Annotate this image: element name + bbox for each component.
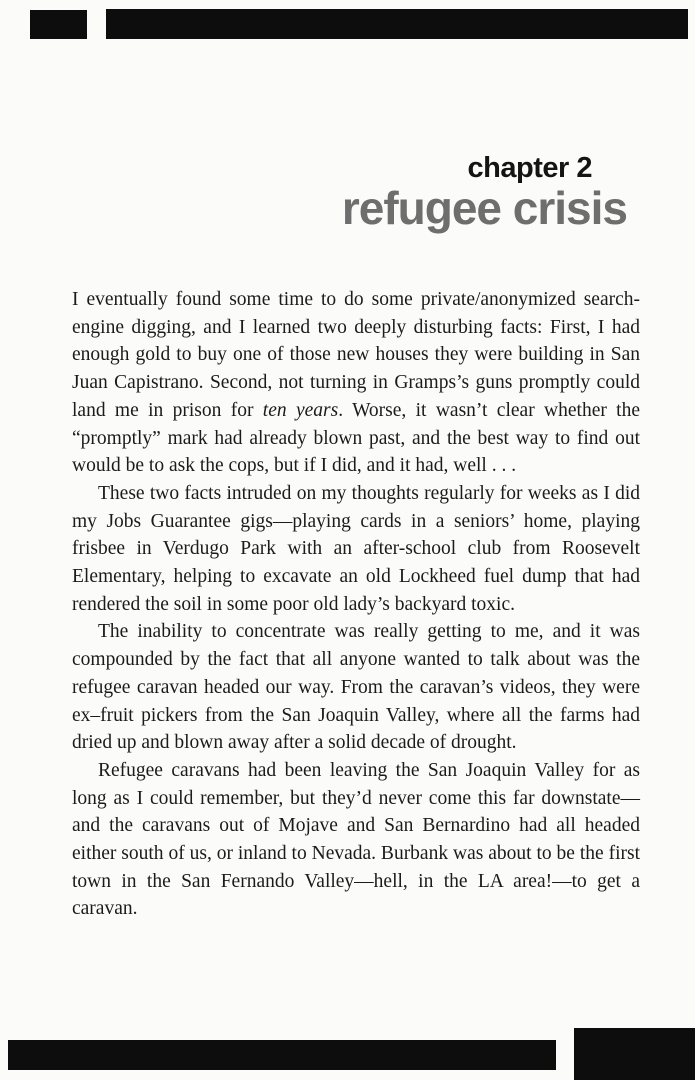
text-run: I eventually found some time to do some private/anonymized search-engine digging, and I learned two deeply disturbing facts: First, I had enough gold to buy one of those new houses they were building in San Juan Capistrano. Second, not turning in Gramps’s guns promptly could land me in prison for xyxy=(72,289,640,421)
body-text xyxy=(72,286,640,923)
scan-artifact-top-bar xyxy=(106,9,688,39)
text-run: The inability to concentrate was really getting to me, and it was compounded by the fact that all anyone wanted to talk about was the refugee caravan headed our way. From the caravan’s videos, they were ex–fruit pickers from the San Joaquin Valley, where all the farms had dried up and blown away after a solid decade of drought. xyxy=(72,621,640,754)
paragraph xyxy=(72,480,640,619)
scan-artifact-bottom-right xyxy=(574,1028,695,1080)
chapter-title: refugee crisis xyxy=(341,182,627,234)
text-run: Refugee caravans had been leaving the San Joaquin Valley for as long as I could remember, but they’d never come this far downstate—and the caravans out of Mojave and San Bernardino had all headed either south of us, or inland to Nevada. Burbank was about to be the first town in the San Fernando Valley—hell, in the LA area!—to get a caravan. xyxy=(72,759,640,920)
paragraph xyxy=(72,757,640,923)
scan-artifact-top-left xyxy=(30,10,87,39)
paragraph xyxy=(72,618,640,757)
paragraph xyxy=(72,286,640,480)
scan-artifact-bottom-bar xyxy=(8,1040,556,1070)
text-run: These two facts intruded on my thoughts regularly for weeks as I did my Jobs Guarantee gigs—playing cards in a seniors’ home, playing frisbee in Verdugo Park with an after-school club from Roosevelt Elementary, helping to excavate an old Lockheed fuel dump that had rendered the soil in some poor old lady’s backyard toxic. xyxy=(72,482,640,615)
text-run: . Worse, it wasn’t clear whether the “promptly” mark had already blown past, and the best way to find out would be to ask the cops, but if I did, and it had, well . . . xyxy=(72,399,641,477)
italic-text: ten years xyxy=(262,399,339,421)
chapter-number: chapter 2 xyxy=(467,152,592,184)
